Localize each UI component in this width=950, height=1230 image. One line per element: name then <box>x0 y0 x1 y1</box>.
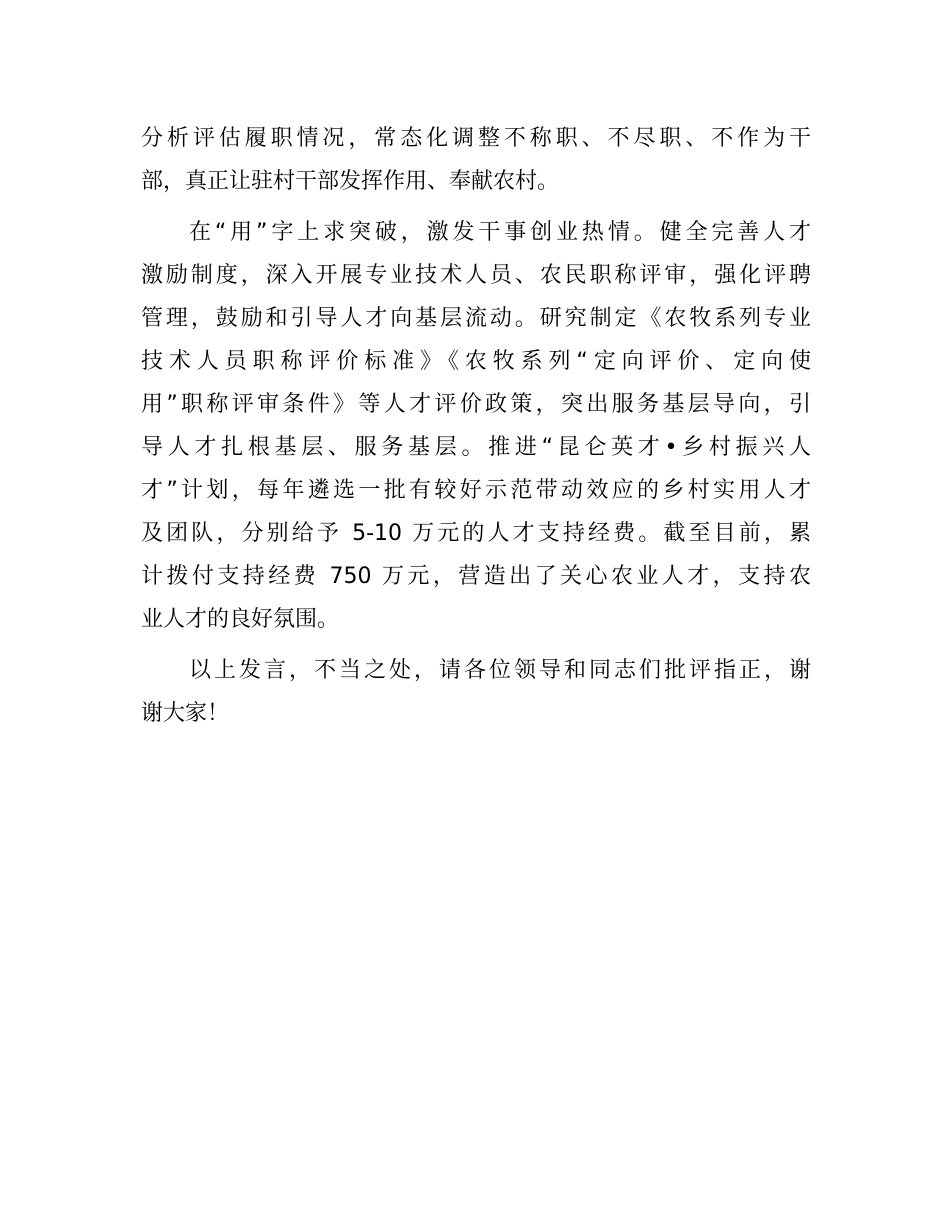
text-line: 分析评估履职情况，常态化调整不称职、不尽职、不作为干 <box>141 126 811 151</box>
text-line: 激励制度，深入开展专业技术人员、农民职称评审，强化评聘 <box>141 263 811 288</box>
text-line: 管理，鼓励和引导人才向基层流动。研究制定《农牧系列专业 <box>141 306 811 331</box>
text-line: 以上发言，不当之处，请各位领导和同志们批评指正，谢 <box>189 658 811 683</box>
text-line: 用”职称评审条件》等人才评价政策，突出服务基层导向，引 <box>141 392 811 417</box>
text-line: 部，真正让驻村干部发挥作用、奉献农村。 <box>141 169 560 194</box>
text-line: 业人才的良好氛围。 <box>141 607 340 632</box>
text-line: 技术人员职称评价标准》《农牧系列“定向评价、定向使 <box>141 349 811 374</box>
text-line: 谢大家！ <box>141 701 230 726</box>
text-line: 导人才扎根基层、服务基层。推进“昆仑英才•乡村振兴人 <box>141 435 811 460</box>
document-body <box>141 117 811 743</box>
text-line: 才”计划，每年遴选一批有较好示范带动效应的乡村实用人才 <box>141 478 811 503</box>
paragraph-2 <box>141 211 811 641</box>
text-line: 及团队，分别给予 5-10 万元的人才支持经费。截至目前，累 <box>141 521 811 546</box>
paragraph-3 <box>141 649 811 735</box>
text-line: 计拨付支持经费 750 万元，营造出了关心农业人才，支持农 <box>141 564 811 589</box>
text-line: 在“用”字上求突破，激发干事创业热情。健全完善人才 <box>189 220 811 245</box>
paragraph-1 <box>141 117 811 203</box>
